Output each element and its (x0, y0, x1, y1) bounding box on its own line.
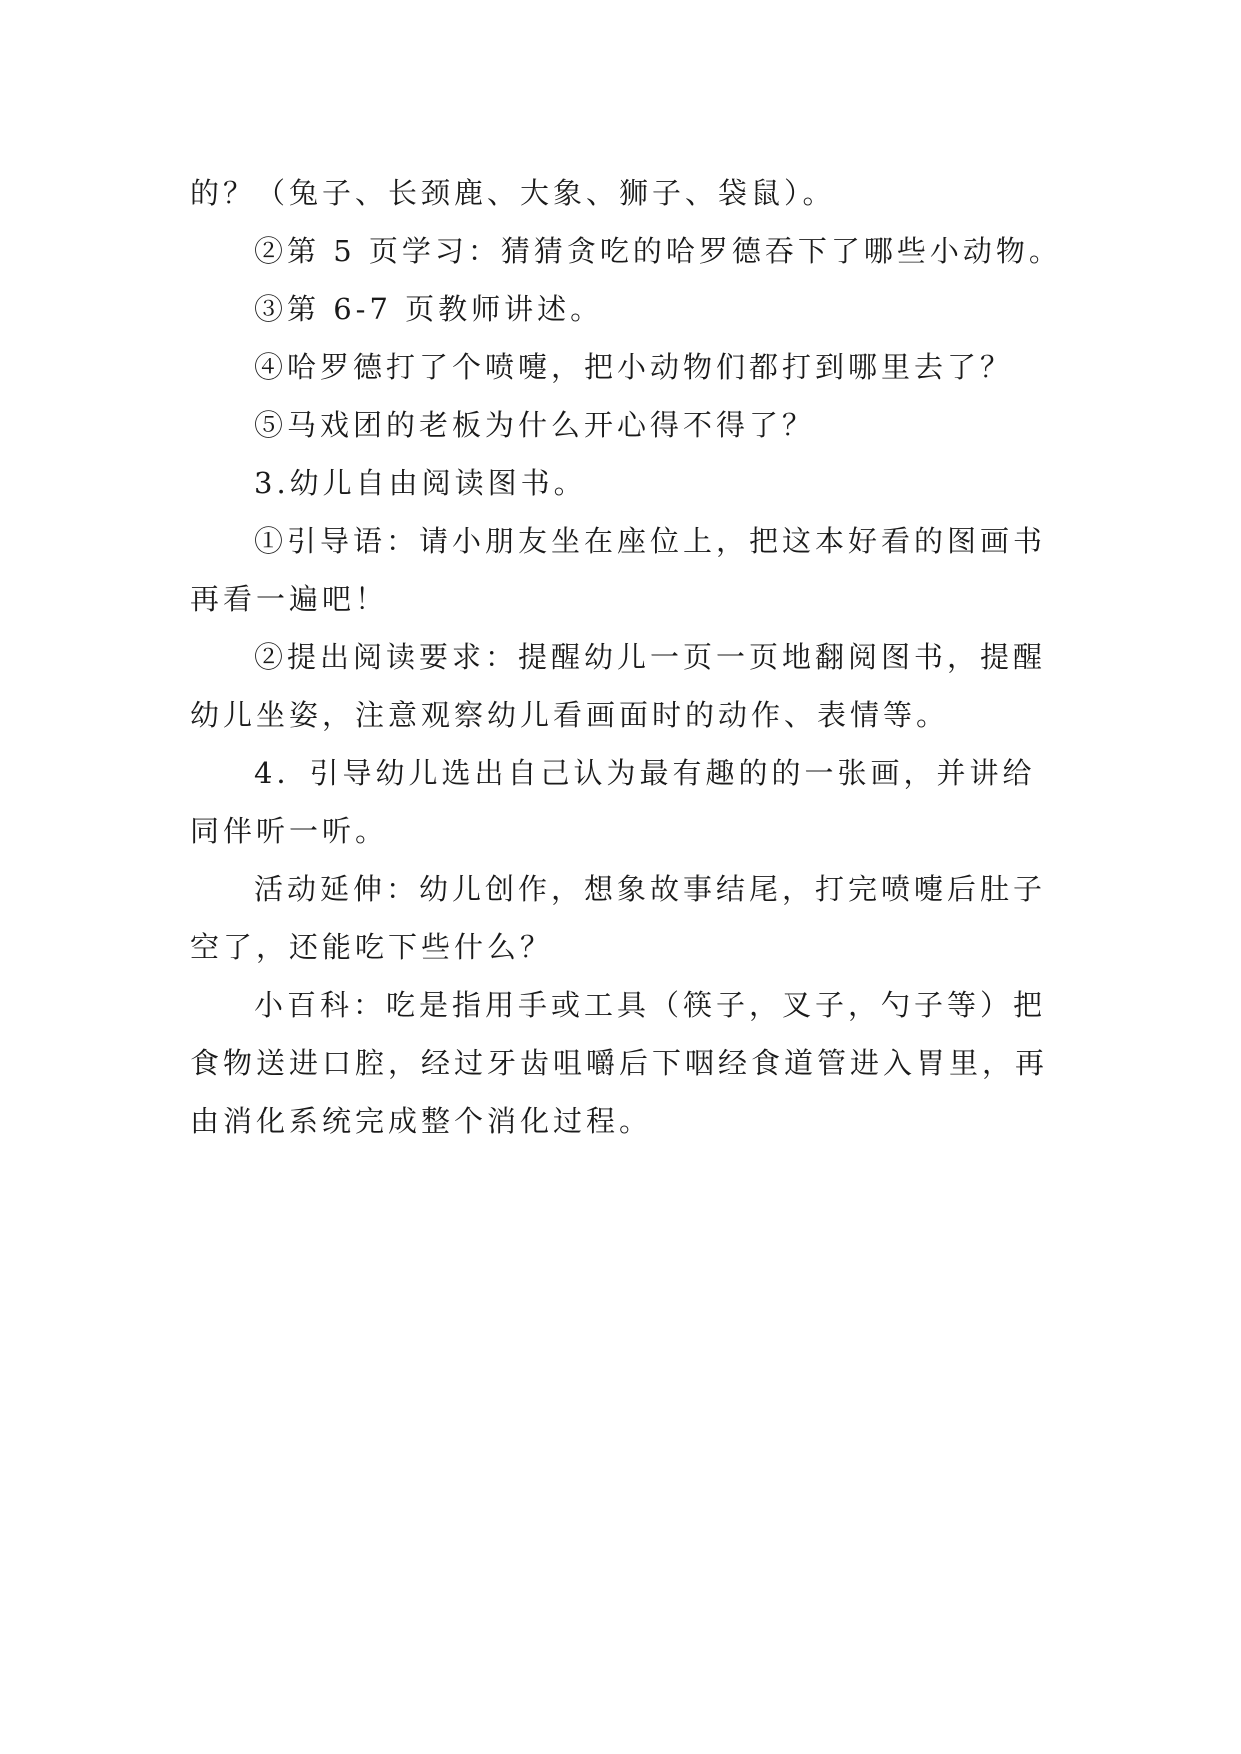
text-line: ④哈罗德打了个喷嚏，把小动物们都打到哪里去了？ (254, 350, 1014, 384)
text-line: ①引导语：请小朋友坐在座位上，把这本好看的图画书 (254, 524, 1047, 558)
text-line: 小百科：吃是指用手或工具（筷子，叉子，勺子等）把 (254, 988, 1047, 1022)
text-line: ②第 5 页学习：猜猜贪吃的哈罗德吞下了哪些小动物。 (254, 234, 1062, 268)
text-line: 再看一遍吧！ (190, 582, 389, 616)
text-line: 3.幼儿自由阅读图书。 (254, 466, 587, 500)
document-body (190, 164, 1070, 1150)
text-line: 由消化系统完成整个消化过程。 (190, 1104, 653, 1138)
text-line: 幼儿坐姿，注意观察幼儿看画面时的动作、表情等。 (190, 698, 950, 732)
text-line: 食物送进口腔，经过牙齿咀嚼后下咽经食道管进入胃里，再 (190, 1046, 1049, 1080)
text-line: 空了，还能吃下些什么？ (190, 930, 554, 964)
text-line: 同伴听一听。 (190, 814, 389, 848)
text-line: 的？（兔子、长颈鹿、大象、狮子、袋鼠）。 (190, 176, 836, 210)
text-line: 4．引导幼儿选出自己认为最有趣的的一张画，并讲给 (254, 756, 1036, 790)
text-line: ③第 6-7 页教师讲述。 (254, 292, 604, 326)
text-line: ⑤马戏团的老板为什么开心得不得了？ (254, 408, 816, 442)
text-line: ②提出阅读要求：提醒幼儿一页一页地翻阅图书，提醒 (254, 640, 1047, 674)
text-line: 活动延伸：幼儿创作，想象故事结尾，打完喷嚏后肚子 (254, 872, 1047, 906)
